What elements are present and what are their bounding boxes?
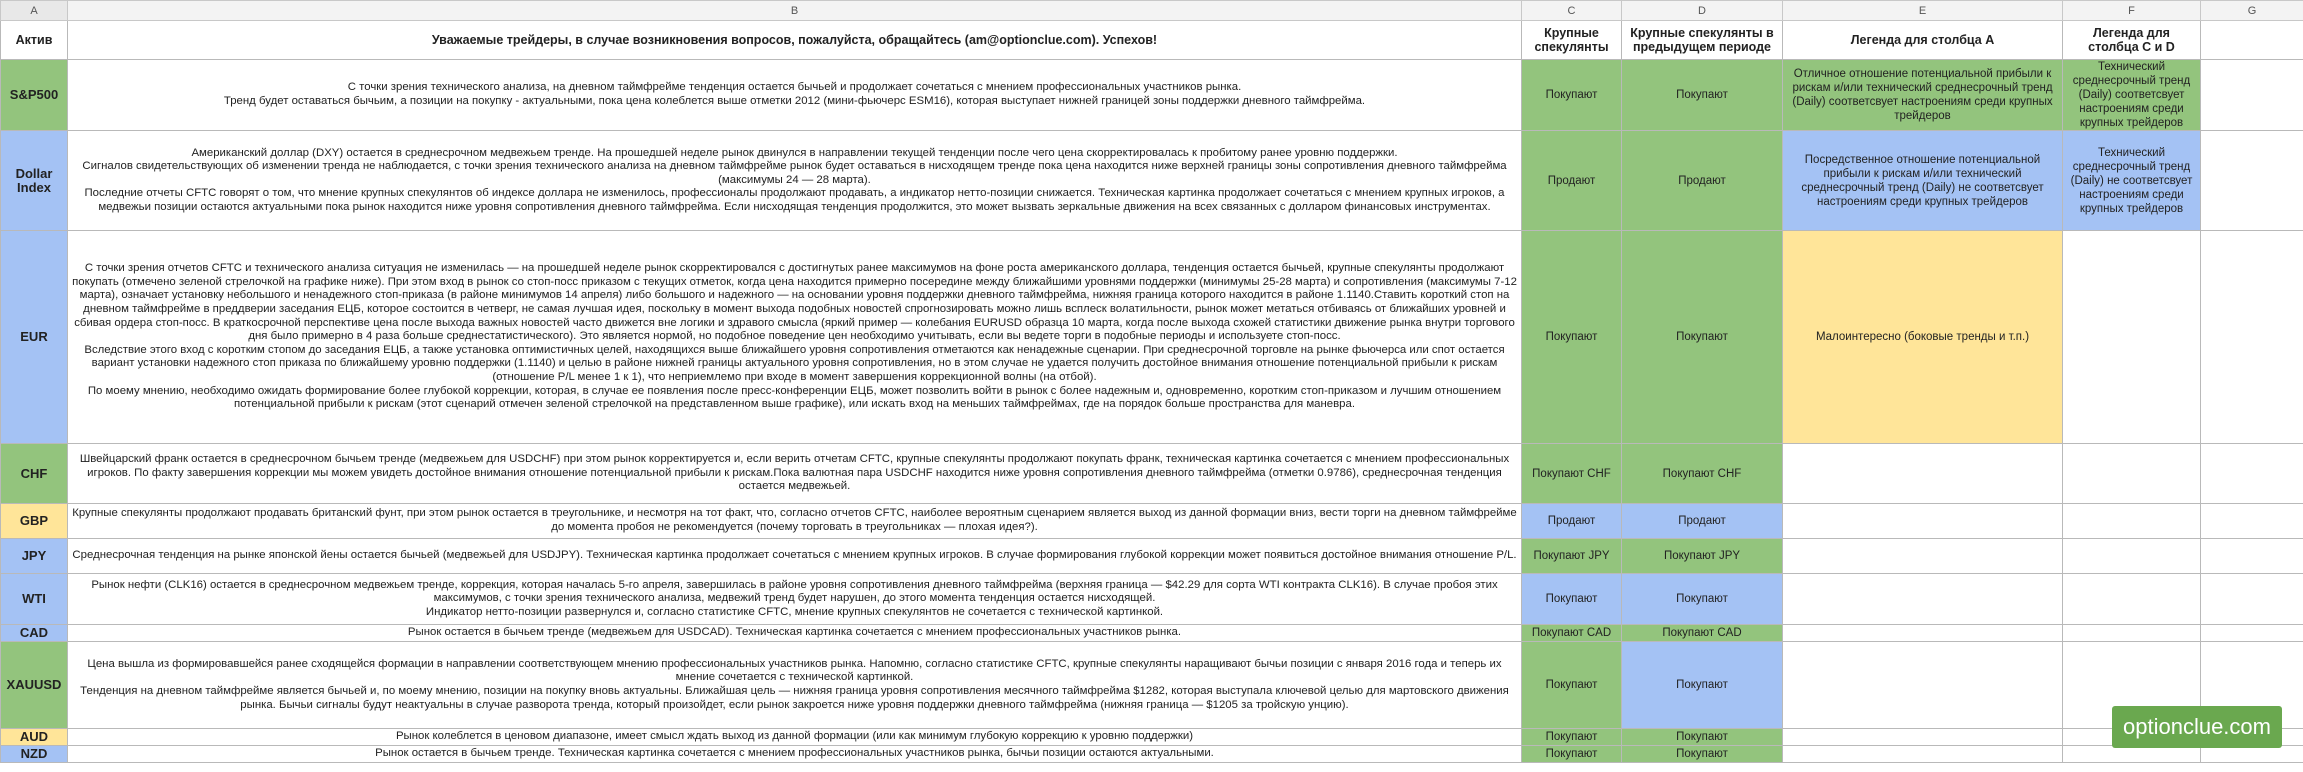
table-row [1, 642, 2303, 729]
analysis-cell[interactable]: С точки зрения технического анализа, на дневном таймфрейме тенденция остается бычьей и продолжает сочетаться с мнением профессиональных участников рынка. Тренд будет оставаться бычьим, а позиции на покупку - актуальными, пока цена колеблется выше отметки 2012 (мини-фьючерс ESM16), которая выступает нижней границей зоны поддержки дневного таймфрейма. [68, 60, 1522, 131]
header-legend-cd[interactable]: Легенда для столбца C и D [2063, 21, 2201, 60]
empty-cell[interactable] [2063, 539, 2201, 574]
table-row [1, 539, 2303, 574]
empty-cell[interactable] [2063, 504, 2201, 539]
table-row [1, 746, 2303, 763]
empty-cell[interactable] [1783, 729, 2063, 746]
asset-cell[interactable]: WTI [1, 574, 68, 625]
column-letter-c[interactable]: C [1522, 1, 1622, 21]
legend-a-green[interactable]: Отличное отношение потенциальной прибыли к рискам и/или технический среднесрочный тренд (Daily) соответсвует настроениям среди крупных трейдеров [1783, 60, 2063, 131]
big-spec-prev-cell[interactable]: Покупают [1622, 746, 1783, 763]
empty-cell[interactable] [1783, 539, 2063, 574]
empty-cell[interactable] [2063, 231, 2201, 444]
empty-cell[interactable] [2063, 746, 2201, 763]
asset-cell[interactable]: EUR [1, 231, 68, 444]
table-row [1, 504, 2303, 539]
header-empty-g[interactable] [2201, 21, 2303, 60]
empty-cell[interactable] [2201, 231, 2303, 444]
empty-cell[interactable] [1783, 642, 2063, 729]
big-spec-prev-cell[interactable]: Продают [1622, 131, 1783, 231]
asset-cell[interactable]: Dollar Index [1, 131, 68, 231]
empty-cell[interactable] [2201, 504, 2303, 539]
big-spec-cell[interactable]: Покупают [1522, 60, 1622, 131]
analysis-cell[interactable]: Рынок колеблется в ценовом диапазоне, имеет смысл ждать выход из данной формации (или как минимум глубокую коррекцию к уровню поддержки) [68, 729, 1522, 746]
big-spec-prev-cell[interactable]: Продают [1622, 504, 1783, 539]
big-spec-cell[interactable]: Покупают [1522, 729, 1622, 746]
analysis-cell[interactable]: Американский доллар (DXY) остается в среднесрочном медвежьем тренде. На прошедшей неделе рынок двинулся в направлении текущей тенденции после чего цена скорректировалась к пробитому ранее уровню поддержки. Сигналов свидетельствующих об изменении тренда не наблюдается, с точки зрения технического анализа на дневном таймфрейме рынок будет оставаться в нисходящем тренде пока цена находится ниже верхней границы зоны сопротивления дневного таймфрейма (максимумы 24 — 28 марта). Последние отчеты CFTC говорят о том, что мнение крупных спекулянтов об индексе доллара не изменилось, профессионалы продолжают продавать, а индикатор нетто-позиции снижается. Техническая картинка продолжает сочетаться с мнением крупных игроков, а медвежьи позиции остаются актуальными пока рынок находится ниже уровня сопротивления дневного таймфрейма. Если нисходящая тенденция продолжится, это может вызвать зеркальные движения на всех связанных с долларом финансовых инструментах. [68, 131, 1522, 231]
analysis-cell[interactable]: Рынок нефти (CLK16) остается в среднесрочном медвежьем тренде, коррекция, которая началась 5-го апреля, завершилась в районе уровня сопротивления дневного таймфрейма (верхняя граница — $42.29 для сорта WTI контракта CLK16). В случае пробоя этих максимумов, с точки зрения технического анализа, медвежий тренд будет нарушен, до этого момента тенденция остается нисходящей. Индикатор нетто-позиции развернулся и, согласно статистике CFTC, мнение крупных спекулянтов не сочетается с технической картинкой. [68, 574, 1522, 625]
analysis-cell[interactable]: Рынок остается в бычьем тренде (медвежьем для USDCAD). Техническая картинка сочетается с мнением профессиональных участников рынка. [68, 625, 1522, 642]
analysis-cell[interactable]: Швейцарский франк остается в среднесрочном бычьем тренде (медвежьем для USDCHF) при этом рынок корректируется и, если верить отчетам CFTC, крупные спекулянты продолжают покупать франк, техническая картинка сочетается с мнением профессиональных игроков. По факту завершения коррекции мы можем увидеть достойное внимания отношение потенциальной прибыли к рискам.Пока валютная пара USDCHF находится ниже уровня сопротивления дневного таймфрейма (отметки 0.9786), среднесрочная тенденция остается медвежьей. [68, 444, 1522, 504]
big-spec-prev-cell[interactable]: Покупают CHF [1622, 444, 1783, 504]
empty-cell[interactable] [2201, 625, 2303, 642]
empty-cell[interactable] [1783, 746, 2063, 763]
header-message[interactable]: Уважаемые трейдеры, в случае возникновения вопросов, пожалуйста, обращайтесь (am@optionclue.com). Успехов! [68, 21, 1522, 60]
big-spec-prev-cell[interactable]: Покупают [1622, 231, 1783, 444]
table-row [1, 574, 2303, 625]
table-row [1, 60, 2303, 131]
header-legend-a[interactable]: Легенда для столбца A [1783, 21, 2063, 60]
big-spec-cell[interactable]: Покупают [1522, 574, 1622, 625]
empty-cell[interactable] [2201, 444, 2303, 504]
big-spec-cell[interactable]: Покупают [1522, 746, 1622, 763]
asset-cell[interactable]: XAUUSD [1, 642, 68, 729]
empty-cell[interactable] [2201, 574, 2303, 625]
column-letter-d[interactable]: D [1622, 1, 1783, 21]
big-spec-prev-cell[interactable]: Покупают [1622, 574, 1783, 625]
empty-cell[interactable] [2201, 746, 2303, 763]
big-spec-prev-cell[interactable]: Покупают [1622, 729, 1783, 746]
big-spec-prev-cell[interactable]: Покупают CAD [1622, 625, 1783, 642]
header-big-spec-prev[interactable]: Крупные спекулянты в предыдущем периоде [1622, 21, 1783, 60]
column-letter-e[interactable]: E [1783, 1, 2063, 21]
table-row [1, 444, 2303, 504]
analysis-cell[interactable]: Среднесрочная тенденция на рынке японской йены остается бычьей (медвежьей для USDJPY). Техническая картинка продолжает сочетаться с мнением крупных игроков. В случае формирования глубокой коррекции может появиться достойное внимания отношение P/L. [68, 539, 1522, 574]
table-row [1, 729, 2303, 746]
asset-cell[interactable]: AUD [1, 729, 68, 746]
column-letter-a[interactable]: A [1, 1, 68, 21]
legend-cd-green[interactable]: Технический среднесрочный тренд (Daily) соответсвует настроениям среди крупных трейдеров [2063, 60, 2201, 131]
analysis-cell[interactable]: Рынок остается в бычьем тренде. Техническая картинка сочетается с мнением профессиональных участников рынка, бычьи позиции остаются актуальными. [68, 746, 1522, 763]
big-spec-prev-cell[interactable]: Покупают [1622, 642, 1783, 729]
asset-cell[interactable]: CHF [1, 444, 68, 504]
empty-cell[interactable] [1783, 625, 2063, 642]
empty-cell[interactable] [2063, 625, 2201, 642]
column-letter-b[interactable]: B [68, 1, 1522, 21]
legend-a-blue[interactable]: Посредственное отношение потенциальной прибыли к рискам и/или технический среднесрочный тренд (Daily) не соответсвует настроениям среди крупных трейдеров [1783, 131, 2063, 231]
empty-cell[interactable] [2201, 539, 2303, 574]
analysis-cell[interactable]: Цена вышла из формировавшейся ранее сходящейся формации в направлении соответствующем мнению профессиональных участников рынка. Напомню, согласно статистике CFTC, крупные спекулянты наращивают бычьи позиции с января 2016 года и теперь их мнение сочетается с технической картинкой. Тенденция на дневном таймфрейме является бычьей и, по моему мнению, позиции на покупку вновь актуальны. Ближайшая цель — нижняя граница уровня сопротивления месячного таймфрейма $1282, которая выступала ключевой целью для мартовского движения рынка. Бычьи сигналы будут неактуальны в случае разворота тренда, который произойдет, если рынок закроется ниже уровня поддержки дневного таймфрейма (нижняя граница — $1205 за тройскую унцию). [68, 642, 1522, 729]
header-big-spec[interactable]: Крупные спекулянты [1522, 21, 1622, 60]
empty-cell[interactable] [1783, 444, 2063, 504]
header-asset[interactable]: Актив [1, 21, 68, 60]
asset-cell[interactable]: CAD [1, 625, 68, 642]
column-header-row [1, 1, 2303, 21]
header-row [1, 21, 2303, 60]
empty-cell[interactable] [2201, 131, 2303, 231]
big-spec-cell[interactable]: Покупают JPY [1522, 539, 1622, 574]
big-spec-prev-cell[interactable]: Покупают JPY [1622, 539, 1783, 574]
column-letter-f[interactable]: F [2063, 1, 2201, 21]
column-letter-g[interactable]: G [2201, 1, 2303, 21]
empty-cell[interactable] [1783, 574, 2063, 625]
legend-cd-blue[interactable]: Технический среднесрочный тренд (Daily) не соответсвует настроениям среди крупных трейдеров [2063, 131, 2201, 231]
asset-cell[interactable]: NZD [1, 746, 68, 763]
empty-cell[interactable] [1783, 504, 2063, 539]
asset-cell[interactable]: GBP [1, 504, 68, 539]
asset-cell[interactable]: S&P500 [1, 60, 68, 131]
big-spec-cell[interactable]: Продают [1522, 504, 1622, 539]
big-spec-prev-cell[interactable]: Покупают [1622, 60, 1783, 131]
empty-cell[interactable] [2201, 60, 2303, 131]
big-spec-cell[interactable]: Покупают CHF [1522, 444, 1622, 504]
legend-a-yellow[interactable]: Малоинтересно (боковые тренды и т.п.) [1783, 231, 2063, 444]
big-spec-cell[interactable]: Покупают [1522, 642, 1622, 729]
table-row [1, 625, 2303, 642]
empty-cell[interactable] [2063, 444, 2201, 504]
empty-cell[interactable] [2063, 574, 2201, 625]
asset-cell[interactable]: JPY [1, 539, 68, 574]
optionclue-watermark: optionclue.com [2112, 706, 2282, 748]
analysis-cell[interactable]: Крупные спекулянты продолжают продавать британский фунт, при этом рынок остается в треугольнике, и несмотря на тот факт, что, согласно отчетов CFTC, наиболее вероятным сценарием является выход из данной формации вниз, вести торги на дневном таймфрейме до момента пробоя не рекомендуется (почему торговать в треугольниках — плохая идея?). [68, 504, 1522, 539]
big-spec-cell[interactable]: Продают [1522, 131, 1622, 231]
big-spec-cell[interactable]: Покупают CAD [1522, 625, 1622, 642]
analysis-cell[interactable]: С точки зрения отчетов CFTC и технического анализа ситуация не изменилась — на прошедшей неделе рынок скорректировался с достигнутых ранее максимумов на фоне роста американского доллара, тенденция остается бычьей, крупные спекулянты продолжают покупать (отмечено зеленой стрелочкой на графике ниже). При этом вход в рынок со стоп-посс приказом с текущих отметок, когда цена находится примерно посередине между ближайшими уровнями поддержки (минимумы 25-28 марта) и сопротивления (максимумы 7-12 марта), означает установку небольшого и ненадежного стоп-приказа (в районе минимумов 14 апреля) либо большого и надежного — на основании уровня поддержки дневного таймфрейма, нижняя граница которого находится в районе 1.1140.Ставить короткий стоп на дневном таймфрейме в преддверии заседания ЕЦБ, которое состоится в четверг, не самая лучшая идея, поскольку в момент выхода подобных новостей спрогнозировать можно лишь всплеск волатильности, рынок может метаться отбиваясь от ближайших уровней и сбивая ордера стоп-посс. В краткосрочной перспективе цена после выхода важных новостей часто движется вне логики и здравого смысла (яркий пример — колебания EURUSD образца 10 марта, когда после выхода схожей статистики движение рынка внутри торгового дня было примерно в 4 раза больше среднестатистического). Это является нормой, но подобное поведение цен необходимо учитывать, если вы ведете торги в подобные периоды и используете стоп-посс. Вследствие этого вход с коротким стопом до заседания ЕЦБ, а также установка оптимистичных целей, находящихся выше ближайшего уровня сопротивления отметаются как ненадежные сценарии. При среднесрочной торговле на рынке фьючерса или спот остается вариант установки надежного стоп приказа по ближайшему уровню поддержки (1.1140) и целью в районе нижней границы актуального уровня сопротивления, но в этом случае не удается получить достойное внимания отношение потенциальной прибыли к рискам (отношение P/L менее 1 к 1), что неприемлемо при входе в момент завершения коррекционной волны (на отбой). По моему мнению, необходимо ожидать формирование более глубокой коррекции, которая, в случае ее появления после пресс-конференции ЕЦБ, может позволить войти в рынок с более надежным и, одновременно, коротким стоп-приказом и лучшим отношением потенциальной прибыли к рискам (этот сценарий отмечен зеленой стрелочкой на представленном выше графике), или искать вход на меньших таймфреймах, где на порядок больше пространства для маневра. [68, 231, 1522, 444]
table-row [1, 231, 2303, 444]
big-spec-cell[interactable]: Покупают [1522, 231, 1622, 444]
table-row [1, 131, 2303, 231]
